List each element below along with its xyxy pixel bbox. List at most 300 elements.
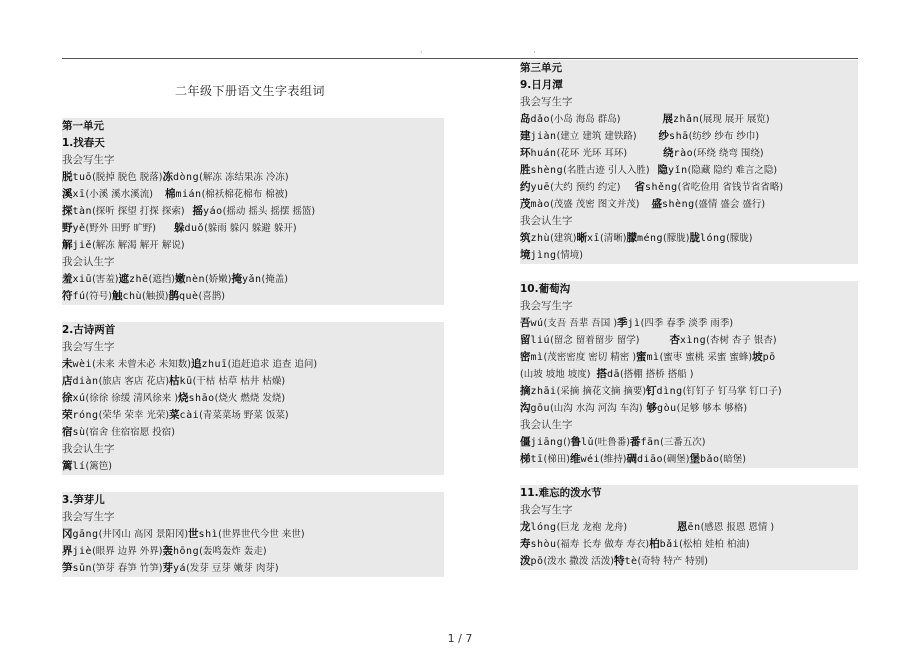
pinyin: yǎn xyxy=(241,274,262,285)
entry-line xyxy=(520,366,858,383)
pinyin: pō xyxy=(762,352,776,363)
lesson-heading: 10.葡萄沟 xyxy=(520,281,858,298)
entry-line xyxy=(520,230,858,247)
word-group: (大约 预约 约定) xyxy=(550,182,621,193)
word-entry xyxy=(62,458,112,475)
character: 钉 xyxy=(646,385,657,397)
word-entry xyxy=(520,128,637,145)
word-group: (遮挡) xyxy=(148,274,175,285)
pinyin: huán xyxy=(530,148,557,159)
word-entry xyxy=(689,230,752,247)
pinyin: pō xyxy=(530,556,544,567)
word-group: (符号) xyxy=(85,291,112,302)
character: 密 xyxy=(520,351,531,363)
entry-line xyxy=(520,553,858,570)
pinyin: xiū xyxy=(72,274,93,285)
word-group: (维持) xyxy=(600,454,627,465)
pinyin: ēn xyxy=(687,522,701,533)
entry-line xyxy=(520,315,858,332)
character: 羞 xyxy=(62,273,73,285)
pinyin: wú xyxy=(530,318,544,329)
character: 恩 xyxy=(677,521,688,533)
section-label: 我会认生字 xyxy=(520,213,858,230)
word-group: (省吃俭用 省钱节省省略) xyxy=(677,182,784,193)
character: 野 xyxy=(62,222,73,234)
character: 徐 xyxy=(62,392,73,404)
pinyin: zhē xyxy=(128,274,149,285)
word-group: (发芽 豆芽 嫩芽 肉芽) xyxy=(186,563,279,574)
word-entry xyxy=(168,288,224,305)
word-entry xyxy=(62,186,153,203)
character: 摘 xyxy=(520,385,531,397)
pinyin: liú xyxy=(530,335,551,346)
word-group: (钉钉子 钉马掌 钉口子) xyxy=(682,386,782,397)
character: 冈 xyxy=(62,528,73,540)
pinyin: bǎo xyxy=(699,454,720,465)
word-entry xyxy=(62,169,163,186)
pinyin: shěng xyxy=(645,182,678,193)
pinyin: tī xyxy=(530,454,544,465)
word-group: (碉堡) xyxy=(663,454,690,465)
entry-line xyxy=(520,383,858,400)
word-group: (留念 留着留步 留学) xyxy=(550,335,640,346)
word-entry xyxy=(614,553,708,570)
word-entry xyxy=(174,220,297,237)
word-entry xyxy=(520,247,583,264)
word-group: (害羞) xyxy=(92,274,119,285)
word-group: (泼水 撒泼 活泼) xyxy=(543,556,614,567)
entry-line xyxy=(62,560,444,577)
word-entry xyxy=(62,203,185,220)
entry-line xyxy=(520,519,858,536)
pinyin: kū xyxy=(179,376,193,387)
pinyin: rào xyxy=(673,148,694,159)
character: 够 xyxy=(646,402,658,414)
section-label: 我会认生字 xyxy=(62,254,444,271)
entry-line xyxy=(520,349,858,366)
word-group: (篱笆) xyxy=(85,461,112,472)
word-entry xyxy=(62,288,112,305)
word-entry xyxy=(62,271,118,288)
word-group: (搭棚 搭桥 搭船 ) xyxy=(620,369,694,380)
entry-line xyxy=(520,332,858,349)
word-group: (眼界 边界 外界) xyxy=(92,546,163,557)
pinyin: sù xyxy=(72,427,86,438)
pinyin: yá xyxy=(173,563,187,574)
word-entry xyxy=(231,271,287,288)
word-group: (棉袄棉花棉布 棉被) xyxy=(201,189,289,200)
word-entry xyxy=(646,383,782,400)
word-group: (茂密密度 密切 精密 ) xyxy=(543,352,637,363)
word-group: (花环 光环 耳环) xyxy=(556,148,628,159)
character: 枯 xyxy=(169,375,180,387)
pinyin: shā xyxy=(669,131,689,142)
word-entry xyxy=(677,519,774,536)
pinyin: jiāng xyxy=(530,437,564,448)
word-group: (梯田) xyxy=(543,454,570,465)
word-group: (轰鸣轰炸 轰走) xyxy=(199,546,267,557)
character: 纱 xyxy=(658,130,670,142)
entry-line xyxy=(520,179,858,196)
word-group: (野外 田野 旷野) xyxy=(85,223,156,234)
word-entry xyxy=(165,186,288,203)
character: 留 xyxy=(520,334,531,346)
entry-line xyxy=(520,434,858,451)
section-label: 我会认生字 xyxy=(62,441,444,458)
pinyin: gòu xyxy=(657,403,677,414)
character: 季 xyxy=(617,317,628,329)
word-entry xyxy=(571,434,630,451)
word-group: (蜜枣 蜜桃 采蜜 蜜蜂) xyxy=(659,352,753,363)
pinyin: mào xyxy=(530,199,551,210)
word-entry xyxy=(520,383,646,400)
pinyin: sǔn xyxy=(72,563,93,574)
entry-line xyxy=(62,288,444,305)
pinyin: dìng xyxy=(656,386,683,397)
word-group: (脱掉 脱色 脱落) xyxy=(92,172,163,183)
character: 棉 xyxy=(164,188,176,200)
pinyin: dā xyxy=(606,369,620,380)
character: 龙 xyxy=(520,521,531,533)
left-column xyxy=(62,118,444,577)
word-group: (解冻 解渴 解开 解说) xyxy=(92,240,185,251)
character: 鲁 xyxy=(570,436,582,448)
pinyin: zhù xyxy=(530,233,551,244)
word-group: (朦胧) xyxy=(663,233,690,244)
word-group: (感恩 报恩 恩情 ) xyxy=(700,522,775,533)
pinyin: lí xyxy=(72,461,86,472)
character: 维 xyxy=(569,453,581,465)
word-entry xyxy=(62,407,169,424)
word-group: (世界世代今世 来世) xyxy=(218,529,305,540)
word-entry xyxy=(520,451,570,468)
character: 篱 xyxy=(62,460,73,472)
word-entry xyxy=(520,349,636,366)
pinyin: mì xyxy=(530,352,544,363)
entry-line xyxy=(520,128,858,145)
character: 胧 xyxy=(689,232,700,244)
word-entry xyxy=(62,390,178,407)
word-entry xyxy=(520,434,571,451)
character: 岛 xyxy=(520,113,531,125)
pinyin: yáo xyxy=(203,206,223,217)
entry-line xyxy=(520,451,858,468)
pinyin: xī xyxy=(586,233,601,244)
entry-line xyxy=(62,526,444,543)
word-entry xyxy=(520,315,617,332)
word-entry xyxy=(520,196,640,213)
word-entry xyxy=(670,332,777,349)
entry-line xyxy=(520,196,858,213)
character: 触 xyxy=(111,290,123,302)
word-entry xyxy=(118,271,174,288)
character: 泼 xyxy=(520,555,531,567)
character: 堡 xyxy=(689,453,700,465)
word-group: (杏树 杏子 银杏) xyxy=(706,335,777,346)
pinyin: què xyxy=(178,291,199,302)
pinyin: yuē xyxy=(530,182,551,193)
character: 杏 xyxy=(669,334,681,346)
word-group: (触摸) xyxy=(142,291,169,302)
word-entry xyxy=(62,356,191,373)
character: 筑 xyxy=(520,232,531,244)
word-entry xyxy=(193,203,316,220)
word-entry xyxy=(689,451,745,468)
character: 绕 xyxy=(663,147,674,159)
right-column xyxy=(520,60,858,570)
pinyin: zhāi xyxy=(530,386,557,397)
word-entry xyxy=(62,526,188,543)
word-entry xyxy=(62,543,163,560)
character: 掩 xyxy=(231,273,242,285)
entry-line xyxy=(520,536,858,553)
pinyin: jiàn xyxy=(530,131,557,142)
word-group: (喜鹊) xyxy=(198,291,225,302)
word-group: (茂盛 茂密 图文并茂) xyxy=(550,199,640,210)
pinyin: gāng xyxy=(72,529,99,540)
character: 溪 xyxy=(62,188,73,200)
character: 菜 xyxy=(169,409,180,421)
word-group: (足够 够本 够格) xyxy=(676,403,748,414)
pinyin: róng xyxy=(72,410,99,421)
word-entry xyxy=(752,349,776,366)
word-group: (未来 未曾未必 未知数) xyxy=(92,359,192,370)
pinyin: cài xyxy=(179,410,200,421)
entry-line xyxy=(62,373,444,390)
word-entry xyxy=(62,220,156,237)
entry-line xyxy=(62,390,444,407)
character: 脱 xyxy=(62,171,73,183)
lesson-heading: 9.日月潭 xyxy=(520,77,858,94)
lesson-heading: 2.古诗两首 xyxy=(62,322,444,339)
character: 宿 xyxy=(62,426,73,438)
word-group: (名胜古迹 引人入胜) xyxy=(563,165,650,176)
word-group: (支吾 吾辈 吾国 ) xyxy=(543,318,618,329)
character: 追 xyxy=(191,358,202,370)
pinyin: jiě xyxy=(72,240,93,251)
character: 省 xyxy=(634,181,646,193)
word-group: (情境) xyxy=(556,250,584,261)
entry-line xyxy=(62,543,444,560)
word-entry xyxy=(659,128,760,145)
word-group: (追赶追求 追查 追问) xyxy=(227,359,318,370)
character: 未 xyxy=(62,358,73,370)
character: 遮 xyxy=(118,273,129,285)
word-group: (旅店 客店 花店) xyxy=(98,376,170,387)
pinyin: xú xyxy=(72,393,86,404)
character: 胜 xyxy=(520,164,531,176)
character: 环 xyxy=(520,147,531,159)
word-group: (烧火 燃烧 发烧) xyxy=(214,393,286,404)
pinyin: wèi xyxy=(72,359,93,370)
word-group: (展现 展开 展览) xyxy=(699,114,770,125)
word-group: (隐藏 隐约 难言之隐) xyxy=(687,165,778,176)
character: 吾 xyxy=(520,317,531,329)
pinyin: xìng xyxy=(680,335,707,346)
character: 梯 xyxy=(520,453,531,465)
section-label: 我会写生字 xyxy=(520,94,858,111)
word-group: (吐鲁番) xyxy=(594,437,630,448)
word-entry xyxy=(596,366,693,383)
character: 特 xyxy=(614,555,625,567)
pinyin: zhǎn xyxy=(673,114,700,125)
word-entry xyxy=(520,111,621,128)
character: 躲 xyxy=(174,222,185,234)
character: 僵 xyxy=(520,436,531,448)
pinyin: jiè xyxy=(72,546,93,557)
character: 轰 xyxy=(162,545,174,557)
pinyin: shòu xyxy=(530,539,557,550)
pinyin: dòng xyxy=(173,172,200,183)
character: 柏 xyxy=(649,538,660,550)
character: 店 xyxy=(62,375,73,387)
entry-line xyxy=(62,407,444,424)
character: 探 xyxy=(62,205,73,217)
word-entry xyxy=(178,390,285,407)
character: 搭 xyxy=(596,368,607,380)
character: 解 xyxy=(62,239,73,251)
word-group: (福寿 长寿 做寿 寿衣) xyxy=(556,539,650,550)
spacer xyxy=(520,468,858,485)
document-title: 二年级下册语文生字表组词 xyxy=(174,84,325,98)
word-entry xyxy=(520,162,650,179)
character: 笋 xyxy=(62,562,73,574)
entry-line xyxy=(62,203,444,220)
pinyin: bǎi xyxy=(659,539,680,550)
word-group: (纺纱 纱布 纱巾) xyxy=(688,131,760,142)
entry-line xyxy=(520,162,858,179)
pinyin: tè xyxy=(624,556,638,567)
pinyin: shāo xyxy=(188,393,215,404)
pinyin: xī xyxy=(72,189,86,200)
word-group: (三番五次) xyxy=(660,437,706,448)
word-entry xyxy=(169,373,285,390)
word-entry xyxy=(626,451,689,468)
word-group: () xyxy=(563,437,571,448)
section-label: 我会写生字 xyxy=(62,152,444,169)
entry-line xyxy=(62,237,444,254)
word-entry xyxy=(635,179,784,196)
word-entry xyxy=(520,536,649,553)
pinyin: nèn xyxy=(185,274,206,285)
pinyin: jì xyxy=(627,318,641,329)
pinyin: hōng xyxy=(173,546,200,557)
entry-line xyxy=(520,111,858,128)
character: 坡 xyxy=(752,351,763,363)
pinyin: duǒ xyxy=(184,223,205,234)
entry-line xyxy=(62,220,444,237)
entry-line xyxy=(62,186,444,203)
word-entry xyxy=(175,271,231,288)
character: 冻 xyxy=(162,171,174,183)
character: 盛 xyxy=(651,198,663,210)
word-entry xyxy=(652,196,766,213)
character: 隐 xyxy=(657,164,669,176)
character: 摇 xyxy=(192,205,204,217)
word-group: (采摘 摘花文摘 摘要) xyxy=(556,386,647,397)
word-group: (小岛 海岛 群岛) xyxy=(550,114,621,125)
character: 碉 xyxy=(626,453,637,465)
pinyin: dǎo xyxy=(530,114,551,125)
word-group: (摇动 摇头 摇摆 摇篮) xyxy=(222,206,316,217)
character: 展 xyxy=(662,113,674,125)
word-group: (探听 探望 打探 探索) xyxy=(92,206,185,217)
pinyin: fú xyxy=(72,291,86,302)
word-entry xyxy=(62,424,175,441)
word-entry xyxy=(520,519,627,536)
character: 蜜 xyxy=(636,351,647,363)
entry-line xyxy=(62,356,444,373)
pinyin: tuō xyxy=(72,172,93,183)
word-entry xyxy=(191,356,317,373)
word-group: (干枯 枯草 枯井 枯燥) xyxy=(192,376,286,387)
section-label: 我会写生字 xyxy=(520,502,858,519)
word-entry xyxy=(649,536,750,553)
word-group: (奇特 特产 特别) xyxy=(637,556,708,567)
word-entry xyxy=(658,162,778,179)
character: 寿 xyxy=(520,538,531,550)
pinyin: mì xyxy=(646,352,660,363)
word-group: (青菜菜场 野菜 饭菜) xyxy=(199,410,289,421)
word-group: (掩盖) xyxy=(261,274,288,285)
section-label: 我会写生字 xyxy=(520,298,858,315)
word-group: (笋芽 春笋 竹笋) xyxy=(92,563,163,574)
word-entry xyxy=(163,560,279,577)
page-number: 1 / 7 xyxy=(447,632,473,645)
word-group: (清晰) xyxy=(600,233,627,244)
word-group: (盛情 盛会 盛行) xyxy=(694,199,766,210)
character: 沟 xyxy=(520,402,531,414)
character: 晰 xyxy=(576,232,587,244)
character: 符 xyxy=(62,290,73,302)
section-label: 我会写生字 xyxy=(62,509,444,526)
word-entry xyxy=(520,400,643,417)
word-entry xyxy=(617,315,733,332)
word-entry xyxy=(520,553,614,570)
word-group: (暗堡) xyxy=(719,454,746,465)
word-group: (山沟 水沟 河沟 车沟) xyxy=(550,403,643,414)
word-entry xyxy=(520,145,627,162)
character: 芽 xyxy=(162,562,174,574)
lesson-heading: 3.笋芽儿 xyxy=(62,492,444,509)
word-entry xyxy=(636,349,752,366)
pinyin: zhuī xyxy=(201,359,228,370)
word-entry xyxy=(62,560,163,577)
character: 茂 xyxy=(520,198,531,210)
word-entry xyxy=(112,288,168,305)
entry-line xyxy=(62,169,444,186)
word-entry xyxy=(663,111,770,128)
character: 界 xyxy=(62,545,73,557)
pinyin: jìng xyxy=(530,250,557,261)
pinyin: shèng xyxy=(530,165,564,176)
word-entry xyxy=(520,230,576,247)
pinyin: chù xyxy=(122,291,143,302)
word-entry xyxy=(169,407,289,424)
word-group: (小溪 溪水溪流) xyxy=(85,189,153,200)
entry-line xyxy=(62,271,444,288)
word-group: (山坡 坡地 坡度) xyxy=(520,369,591,380)
word-entry xyxy=(630,434,705,451)
unit-heading: 第三单元 xyxy=(520,60,858,77)
word-entry xyxy=(520,332,640,349)
character: 鹊 xyxy=(168,290,179,302)
entry-line xyxy=(62,424,444,441)
pinyin: diàn xyxy=(72,376,99,387)
word-entry xyxy=(62,237,185,254)
pinyin: lóng xyxy=(530,522,557,533)
pinyin: mián xyxy=(175,189,202,200)
